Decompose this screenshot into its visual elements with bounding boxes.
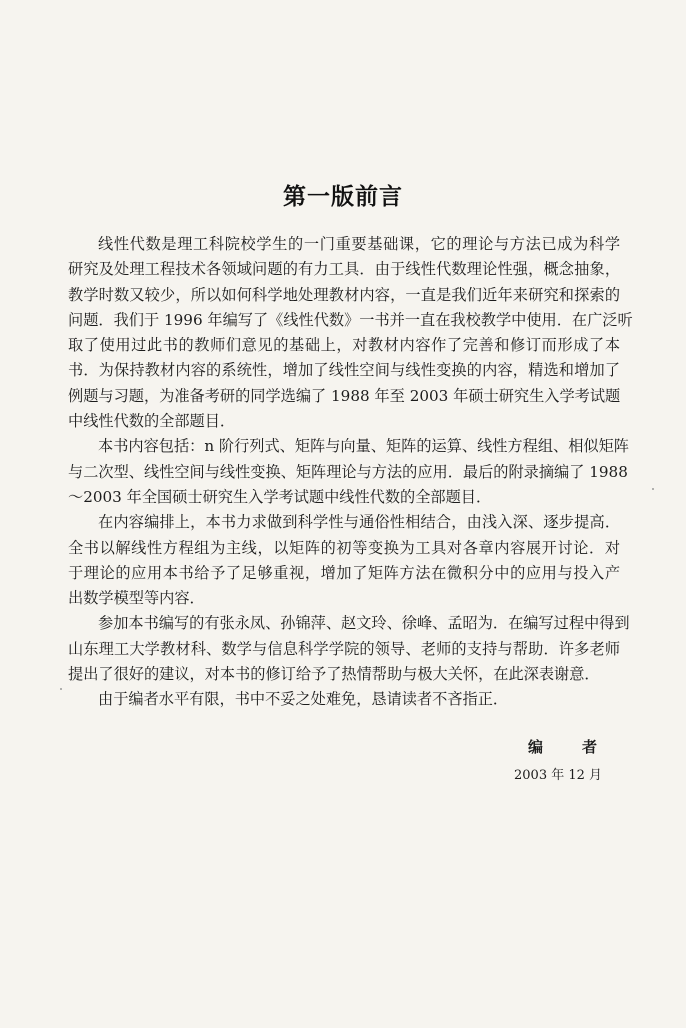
text-line: 与二次型、线性空间与线性变换、矩阵理论与方法的应用．最后的附录摘编了 1988 bbox=[68, 462, 628, 481]
text-line: 研究及处理工程技术各领域问题的有力工具．由于线性代数理论性强，概念抽象， bbox=[68, 260, 620, 279]
text-line: 教学时数又较少，所以如何科学地处理教材内容，一直是我们近年来研究和探索的 bbox=[68, 285, 620, 304]
scan-speck bbox=[652, 488, 654, 490]
text-line: 由于编者水平有限，书中不妥之处难免，恳请读者不吝指正． bbox=[98, 690, 509, 709]
text-line: ～2003 年全国硕士研究生入学考试题中线性代数的全部题目． bbox=[68, 487, 492, 506]
text-line: 书．为保持教材内容的系统性，增加了线性空间与线性变换的内容，精选和增加了 bbox=[68, 361, 620, 380]
page-title: 第一版前言 bbox=[283, 184, 403, 210]
text-line: 中线性代数的全部题目． bbox=[68, 412, 236, 431]
scan-speck bbox=[60, 688, 62, 690]
preface-date: 2003 年 12 月 bbox=[514, 768, 603, 783]
text-line: 于理论的应用本书给予了足够重视，增加了矩阵方法在微积分中的应用与投入产 bbox=[68, 563, 620, 582]
preface-body bbox=[68, 232, 633, 713]
text-line: 例题与习题，为准备考研的同学选编了 1988 年至 2003 年硕士研究生入学考试题 bbox=[68, 386, 621, 405]
text-line: 取了使用过此书的教师们意见的基础上，对教材内容作了完善和修订而形成了本 bbox=[68, 336, 620, 355]
text-line: 提出了很好的建议，对本书的修订给予了热情帮助与极大关怀，在此深表谢意． bbox=[68, 665, 600, 684]
text-line: 本书内容包括：n 阶行列式、矩阵与向量、矩阵的运算、线性方程组、相似矩阵 bbox=[98, 437, 629, 456]
text-line: 问题．我们于 1996 年编写了《线性代数》一书并一直在我校教学中使用．在广泛听 bbox=[68, 310, 633, 329]
text-line: 山东理工大学教材科、数学与信息科学学院的领导、老师的支持与帮助．许多老师 bbox=[68, 639, 620, 658]
text-line: 线性代数是理工科院校学生的一门重要基础课，它的理论与方法已成为科学 bbox=[98, 235, 620, 253]
text-line: 全书以解线性方程组为主线，以矩阵的初等变换为工具对各章内容展开讨论．对 bbox=[68, 538, 620, 557]
text-line: 出数学模型等内容． bbox=[68, 589, 205, 608]
author-signature: 编 者 bbox=[528, 738, 610, 756]
text-line: 在内容编排上，本书力求做到科学性与通俗性相结合，由浅入深、逐步提高． bbox=[98, 513, 620, 532]
text-line: 参加本书编写的有张永凤、孙锦萍、赵文玲、徐峰、孟昭为．在编写过程中得到 bbox=[98, 614, 630, 633]
